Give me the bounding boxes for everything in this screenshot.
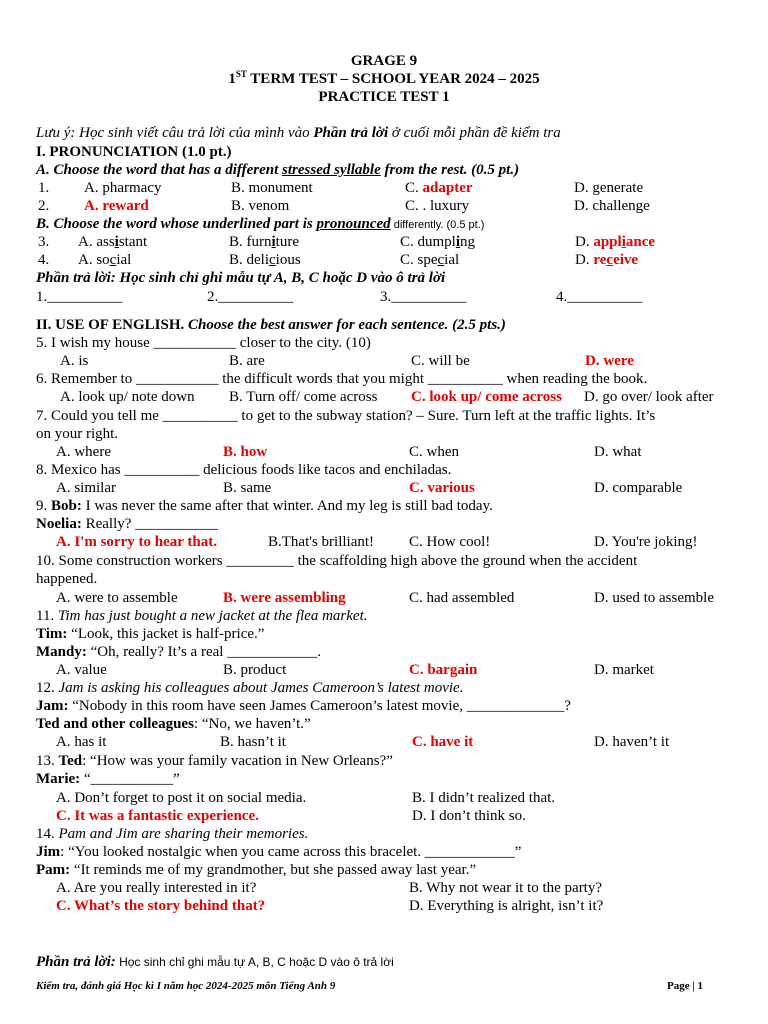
q10-option-b: B. were assembling — [223, 590, 346, 606]
q13-line-1 — [36, 752, 393, 770]
q5-option-b: B. are — [229, 353, 265, 369]
q3-option-c — [400, 233, 475, 251]
q1-c-prefix: C. — [405, 180, 423, 196]
q1-c-answer: adapter — [422, 180, 473, 196]
q14-option-a: A. Are you really interested in it? — [56, 880, 257, 896]
section1-answer-instruction: Phần trả lời: Học sinh chỉ ghi mẫu tự A, B, C hoặc D vào ô trả lời — [36, 270, 446, 286]
q6-option-b: B. Turn off/ come across — [229, 389, 378, 405]
q13-option-b: B. I didn’t realized that. — [412, 790, 556, 806]
q9-option-a: A. I'm sorry to hear that. — [56, 534, 217, 550]
section1-part-b — [36, 215, 484, 234]
q9-num: 9. — [36, 498, 51, 514]
doc-grade: GRAGE 9 — [350, 53, 418, 69]
q10-stem-1: 10. Some construction workers _________ the scaffolding high above the ground when the accident — [36, 553, 638, 569]
q6-option-d: D. go over/ look after — [584, 389, 714, 405]
q3-option-b — [229, 233, 299, 251]
q12-line-2-text: : “No, we haven’t.” — [193, 716, 311, 732]
answer-blank-2[interactable]: 2.__________ — [207, 289, 294, 305]
q1-option-c — [405, 179, 473, 197]
q9-line-1 — [36, 497, 493, 515]
q13-line-2 — [36, 770, 180, 788]
q6-stem: 6. Remember to ___________ the difficult words that you might __________ when reading the book. — [36, 371, 648, 387]
q13-option-c: C. It was a fantastic experience. — [56, 808, 259, 824]
q12-option-a: A. has it — [56, 734, 107, 750]
q7-stem-1: 7. Could you tell me __________ to get to the subway station? – Sure. Turn left at the traffic lights. It’s — [36, 408, 656, 424]
q3-num: 3. — [38, 234, 50, 250]
q3-option-a — [78, 233, 147, 251]
term-number: 1 — [228, 71, 236, 87]
q8-option-c: C. various — [409, 480, 475, 496]
footer-left: Kiểm tra, đánh giá Học kì I năm học 2024-2025 môn Tiếng Anh 9 — [36, 980, 336, 992]
q4-c-part3: ial — [444, 252, 460, 268]
q10-option-c: C. had assembled — [409, 590, 515, 606]
q6-option-a: A. look up/ note down — [60, 389, 195, 405]
q3-b-part3: ture — [275, 234, 299, 250]
q12-line-1-text: “Nobody in this room have seen James Cameroon’s latest movie, _____________? — [68, 698, 571, 714]
q9-option-c: C. How cool! — [409, 534, 491, 550]
q10-option-a: A. were to assemble — [56, 590, 178, 606]
q7-option-a: A. where — [56, 444, 111, 460]
q3-a-underlined: i — [114, 234, 119, 250]
q2-option-c: C. . luxury — [405, 198, 470, 214]
q11-line-1-text: “Look, this jacket is half-price.” — [67, 626, 265, 642]
part-b-underlined: pronounced — [316, 216, 391, 232]
q4-d-underlined: c — [606, 252, 614, 268]
q13-num: 13. — [36, 753, 59, 769]
q11-option-a: A. value — [56, 662, 107, 678]
q10-stem-2: happened. — [36, 571, 98, 587]
q5-option-c: C. will be — [411, 353, 470, 369]
q1-option-a: A. pharmacy — [84, 180, 162, 196]
answer-blank-1[interactable]: 1.__________ — [36, 289, 123, 305]
section1-title: I. PRONUNCIATION (1.0 pt.) — [36, 144, 232, 160]
doc-term-title — [0, 70, 768, 88]
q3-option-d — [575, 233, 655, 251]
q12-context-text: Jam is asking his colleagues about James Cameroon’s latest movie. — [58, 680, 464, 696]
q3-a-part3: stant — [118, 234, 148, 250]
q9-speaker-2: Noelia: — [36, 516, 82, 532]
q13-option-d: D. I don’t think so. — [412, 808, 526, 824]
q14-option-b: B. Why not wear it to the party? — [409, 880, 603, 896]
section2-answer-instruction — [36, 953, 394, 971]
q4-option-d — [575, 251, 638, 269]
q1-option-d: D. generate — [574, 180, 644, 196]
q4-a-underlined: c — [109, 252, 117, 268]
q12-line-2 — [36, 715, 311, 733]
q13-speaker-2: Marie: — [36, 771, 81, 787]
term-text: TERM TEST – SCHOOL YEAR 2024 – 2025 — [246, 71, 540, 87]
section2-title-italic: Choose the best answer for each sentence. (2.5 pts.) — [188, 317, 506, 333]
q9-option-d: D. You're joking! — [594, 534, 698, 550]
q12-option-b: B. hasn’t it — [220, 734, 286, 750]
q7-option-d: D. what — [594, 444, 642, 460]
q11-speaker-1: Tim: — [36, 626, 68, 642]
q1-num: 1. — [38, 180, 50, 196]
section1-part-a — [36, 161, 519, 179]
q12-speaker-2: Ted and other colleagues — [36, 716, 194, 732]
q3-a-part1: A. ass — [78, 234, 115, 250]
q14-num: 14. — [36, 826, 59, 842]
q9-line-1-text: I was never the same after that winter. And my leg is still bad today. — [81, 498, 493, 514]
section2-answer-rest: Học sinh chỉ ghi mẫu tự A, B, C hoặc D vào ô trả lời — [115, 955, 394, 969]
q3-d-prefix: D. — [575, 234, 594, 250]
q3-c-part1: C. dumpl — [400, 234, 456, 250]
q12-speaker-1: Jam: — [36, 698, 69, 714]
q13-speaker-1: Ted — [58, 753, 83, 769]
q2-option-a: A. reward — [84, 198, 149, 214]
q4-a-part3: ial — [116, 252, 132, 268]
q4-option-b — [229, 251, 301, 269]
note-lead: Lưu ý: Học sinh viết câu trả lời của mình vào — [36, 125, 314, 141]
q8-option-d: D. comparable — [594, 480, 683, 496]
q14-speaker-1: Jim — [36, 844, 61, 860]
q13-option-a: A. Don’t forget to post it on social media. — [56, 790, 307, 806]
q13-line-1-text: : “How was your family vacation in New Orleans?” — [82, 753, 393, 769]
part-b-post: differently. (0.5 pt.) — [390, 219, 485, 231]
q3-d-part3: ance — [625, 234, 656, 250]
q5-option-d: D. were — [585, 353, 634, 369]
part-a-pre: A. Choose the word that has a different — [36, 162, 283, 178]
q9-line-2 — [36, 515, 218, 533]
answer-blank-3[interactable]: 3.__________ — [380, 289, 467, 305]
q2-option-b: B. venom — [231, 198, 290, 214]
q14-context-text: Pam and Jim are sharing their memories. — [58, 826, 309, 842]
q8-stem: 8. Mexico has __________ delicious foods like tacos and enchiladas. — [36, 462, 452, 478]
q2-num: 2. — [38, 198, 50, 214]
q11-option-b: B. product — [223, 662, 287, 678]
term-suffix: ST — [235, 69, 247, 79]
q3-d-part1: appl — [593, 234, 622, 250]
q13-line-2-text: “___________” — [80, 771, 180, 787]
section2-title — [36, 316, 506, 334]
q14-line-2-text: “It reminds me of my grandmother, but she passed away last year.” — [70, 862, 477, 878]
q11-context — [36, 607, 368, 625]
q5-stem: 5. I wish my house ___________ closer to the city. (10) — [36, 335, 371, 351]
q1-option-b: B. monument — [231, 180, 313, 196]
q2-option-d: D. challenge — [574, 198, 650, 214]
q4-num: 4. — [38, 252, 50, 268]
q7-stem-2: on your right. — [36, 426, 119, 442]
q11-context-text: Tim has just bought a new jacket at the flea market. — [57, 608, 368, 624]
q3-b-underlined: i — [271, 234, 276, 250]
q7-option-b: B. how — [223, 444, 268, 460]
q3-c-underlined: i — [455, 234, 461, 250]
q3-d-underlined: i — [621, 234, 626, 250]
q8-option-b: B. same — [223, 480, 272, 496]
doc-practice-title: PRACTICE TEST 1 — [318, 89, 450, 105]
q11-option-c: C. bargain — [409, 662, 478, 678]
note-bold: Phần trả lời — [313, 125, 389, 141]
q11-line-2 — [36, 643, 321, 661]
q11-line-2-text: “Oh, really? It’s a real ____________. — [86, 644, 321, 660]
answer-blank-4[interactable]: 4.__________ — [556, 289, 643, 305]
q6-option-c: C. look up/ come across — [411, 389, 562, 405]
q12-line-1 — [36, 697, 571, 715]
section2-answer-bold: Phần trả lời: — [36, 954, 116, 970]
q4-d-prefix: D. — [575, 252, 594, 268]
q12-option-c: C. have it — [412, 734, 474, 750]
note — [36, 124, 561, 142]
q8-option-a: A. similar — [56, 480, 116, 496]
q7-option-c: C. when — [409, 444, 459, 460]
part-a-post: from the rest. (0.5 pt.) — [380, 162, 520, 178]
section2-title-bold: II. USE OF ENGLISH. — [36, 317, 188, 333]
q11-option-d: D. market — [594, 662, 654, 678]
q14-line-2 — [36, 861, 476, 879]
q14-option-c: C. What’s the story behind that? — [56, 898, 266, 914]
q4-b-part3: ious — [275, 252, 301, 268]
q4-d-part3: eive — [613, 252, 639, 268]
part-b-pre: B. Choose the word whose underlined part is — [36, 216, 317, 232]
q3-b-part1: B. furn — [229, 234, 272, 250]
part-a-underlined: stressed syllable — [282, 162, 381, 178]
q10-option-d: D. used to assemble — [594, 590, 714, 606]
q4-c-part1: C. spe — [400, 252, 438, 268]
q9-speaker-1: Bob: — [51, 498, 82, 514]
q4-c-underlined: c — [437, 252, 445, 268]
q12-num: 12. — [36, 680, 59, 696]
q14-context — [36, 825, 308, 843]
q12-option-d: D. haven’t it — [594, 734, 670, 750]
q14-line-1-text: : “You looked nostalgic when you came across this bracelet. ____________” — [60, 844, 522, 860]
q14-speaker-2: Pam: — [36, 862, 71, 878]
q4-a-part1: A. so — [78, 252, 110, 268]
q11-speaker-2: Mandy: — [36, 644, 87, 660]
note-tail: ở cuối mỗi phần đề kiểm tra — [388, 125, 561, 141]
q14-option-d: D. Everything is alright, isn’t it? — [409, 898, 604, 914]
q9-line-2-text: Really? ___________ — [81, 516, 218, 532]
q5-option-a: A. is — [60, 353, 89, 369]
q12-context — [36, 679, 463, 697]
q4-b-part1: B. deli — [229, 252, 269, 268]
q11-num: 11. — [36, 608, 58, 624]
q14-line-1 — [36, 843, 521, 861]
q9-option-b: B.That's brilliant! — [268, 534, 375, 550]
q4-option-a — [78, 251, 131, 269]
q4-option-c — [400, 251, 459, 269]
page-number: Page | 1 — [667, 980, 704, 992]
q4-b-underlined: c — [269, 252, 276, 268]
q3-c-part3: ng — [460, 234, 476, 250]
q4-d-part1: re — [593, 252, 607, 268]
q11-line-1 — [36, 625, 264, 643]
